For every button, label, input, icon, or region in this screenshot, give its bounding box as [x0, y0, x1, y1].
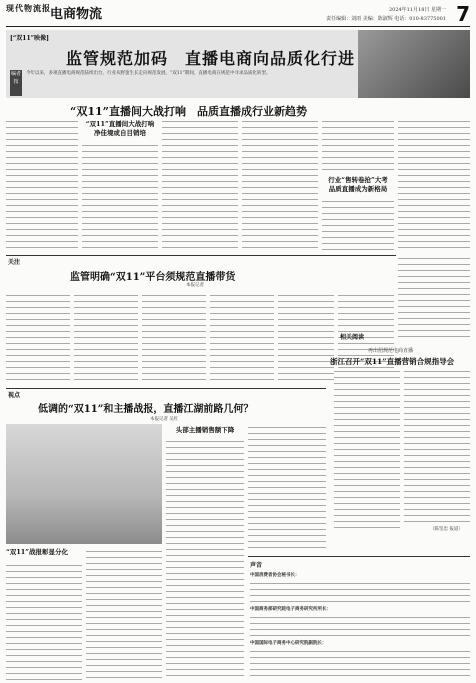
editor-note-label: 编者按 [10, 70, 22, 96]
article4-byline: 本报记者 吴红 [150, 417, 179, 422]
article2-byline: 本报记者 [186, 283, 204, 288]
article3-kicker: 再出招规范电商直播 [368, 348, 414, 354]
article1-title: “双11”直播间大战打响 品质直播成行业新趋势 [70, 105, 307, 118]
voice-label: 声音 [250, 562, 263, 569]
page-number: 7 [456, 2, 470, 26]
livestream-photo [6, 424, 162, 544]
article3-col1 [334, 368, 400, 532]
page-header [6, 3, 470, 27]
article1-col5b [322, 198, 394, 250]
article3-col2 [404, 368, 470, 526]
article1-col3 [162, 118, 238, 250]
banner-photo [358, 30, 470, 98]
article4-title: 低调的“双11”和主播战报，直播江湖前路几何？ [38, 404, 254, 415]
article2-col3 [142, 292, 206, 384]
voice-item-2: 中国商务部研究院电子商务研究所所长： [250, 607, 331, 612]
article2-col4 [210, 292, 274, 384]
right-column-top [398, 255, 470, 341]
article3-label: 相关阅读 [340, 334, 365, 341]
article4-caption-title: 头部主播销售额下降 [175, 426, 235, 434]
article4-subhead: “双11”战报彰显分化 [6, 548, 69, 556]
article4-col-b [248, 424, 326, 552]
divider-1 [6, 255, 396, 256]
article4-col-d [6, 562, 82, 680]
voice-text-1 [250, 580, 470, 602]
voice-item-1: 中国消费者协会秘书长： [250, 573, 300, 578]
voice-text-2 [250, 614, 470, 636]
lead-banner [6, 30, 470, 98]
article1-subhead: “双11”直播间大战打响 净佳境或自目销培 [85, 120, 155, 137]
banner-title: 监管规范加码 直播电商向品质化行进 [66, 49, 356, 68]
article2-col2 [74, 292, 138, 384]
article1-col5 [322, 118, 394, 174]
article2-title: 监管明确“双11”平台须规范直播带货 [70, 272, 236, 283]
divider-2 [6, 388, 326, 389]
article1-col4 [242, 118, 318, 250]
article1-col1 [6, 118, 78, 250]
voice-item-3: 中国国际电子商务中心研究院副院长： [250, 641, 327, 646]
article1-col2 [82, 142, 158, 250]
banner-body: 今年以来，多项直播电商规范陆续出台，行业从野蛮生长走向规范发展。“双11”期间，直播电商在规范中寻求品质化转型。 [26, 71, 271, 76]
section-title: 电商物流 [50, 7, 103, 22]
article4-label: 视点 [8, 392, 21, 399]
divider-3 [248, 556, 470, 557]
article2-col5 [278, 292, 334, 384]
article1-side-subhead: 行业“售转卷抢”大考 品质直播成为新格局 [328, 176, 388, 193]
article3-title: 浙江召开“双11”直播营销合规指导会 [330, 357, 455, 366]
article4-col-a [166, 438, 244, 680]
newspaper-logo: 现代物流报 [6, 3, 51, 13]
masthead-info: 2024年11月18日 星期一 责任编辑：刘雨 美编：陈淑辉 电话：010-83775001 [326, 7, 446, 22]
article2-col1 [6, 292, 70, 384]
article1-col6 [398, 118, 470, 250]
voice-text-3 [250, 648, 470, 680]
article4-col-c [86, 548, 162, 680]
article2-label: 关注 [8, 259, 21, 266]
banner-tag: [“双11”映像] [10, 35, 49, 42]
article3-author: （陈坚忠 报道） [430, 527, 463, 532]
